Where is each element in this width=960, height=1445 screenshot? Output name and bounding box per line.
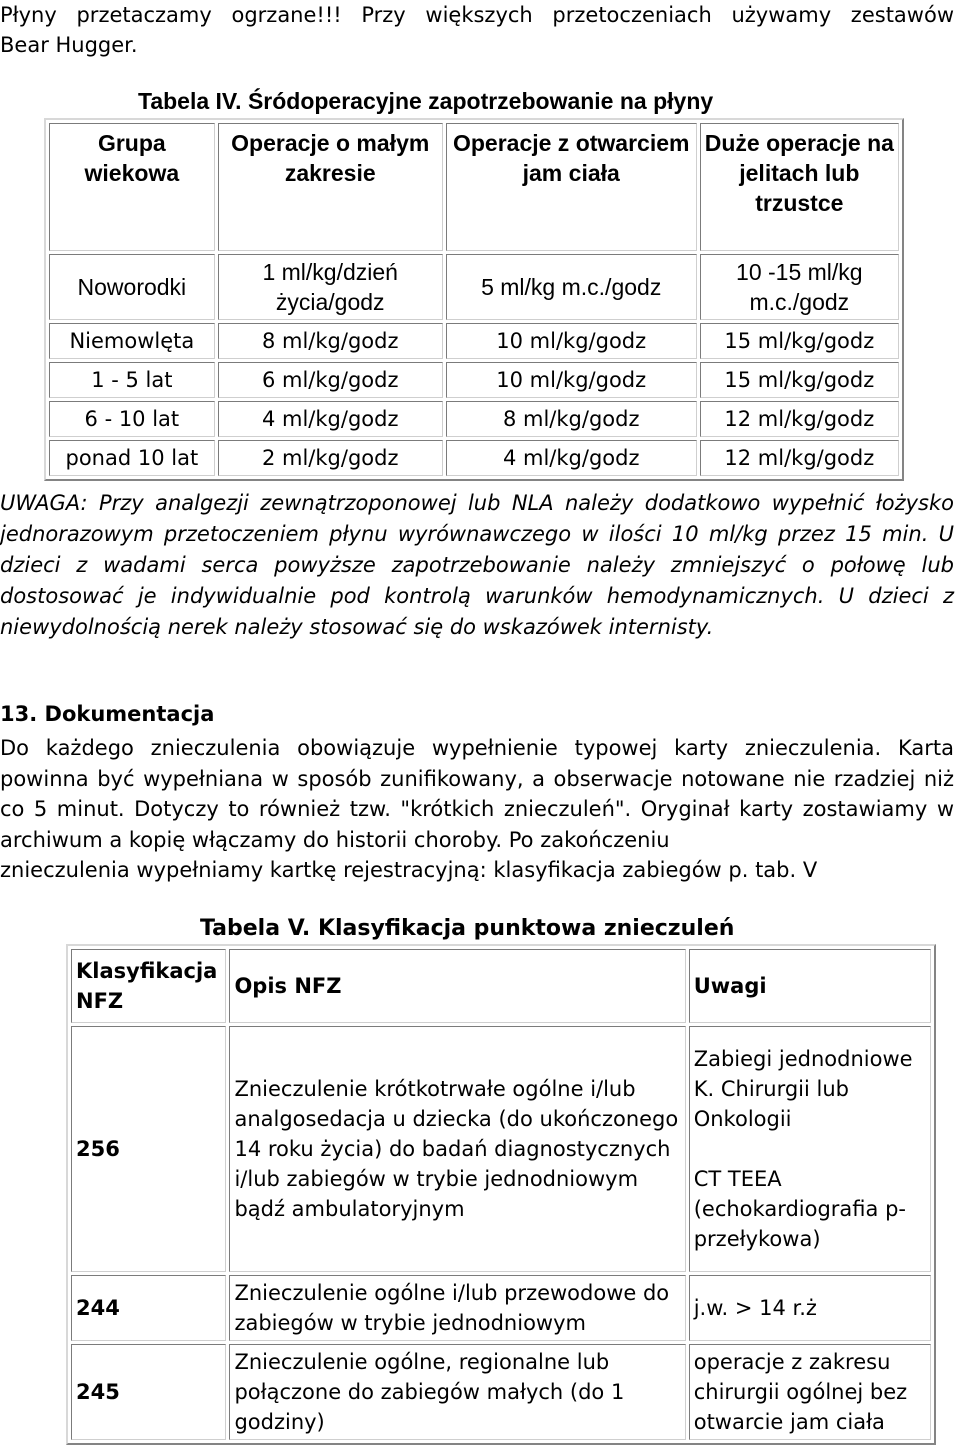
table-cell: 8 ml/kg/godz xyxy=(218,323,443,359)
intro-paragraph xyxy=(0,0,954,60)
table-row xyxy=(49,362,899,398)
table-cell: 4 ml/kg/godz xyxy=(446,440,697,476)
table-row xyxy=(49,401,899,437)
table-cell: 8 ml/kg/godz xyxy=(446,401,697,437)
table-row xyxy=(71,1275,931,1341)
notes-text: CT TEEA (echokardiografia p-przełykowa) xyxy=(693,1167,906,1251)
table-row xyxy=(49,440,899,476)
table-v-header-cell: Klasyfikacja NFZ xyxy=(71,949,226,1023)
table-v-header-row xyxy=(71,949,931,1023)
warning-note: UWAGA: Przy analgezji zewnątrzoponowej lub NLA należy dodatkowo wypełnić łożysko jednorazowym przetoczeniem płynu wyrównawczego w ilości 10 ml/kg przez 15 min. U dzieci z wadami serca powyższe zapotrzebowanie należy zmniejszyć o połowę lub dostosować je indywidualnie pod kontrolą warunków hemodynamicznych. U dzieci z niewydolnością nerek należy stosować się do wskazówek internisty. xyxy=(0,491,954,639)
notes-text: Zabiegi jednodniowe K. Chirurgii lub Onkologii xyxy=(693,1047,913,1131)
table-row xyxy=(49,254,899,320)
table-cell-notes: operacje z zakresu chirurgii ogólnej bez otwarcie jam ciała xyxy=(689,1344,931,1440)
table-iv-header-cell: Duże operacje na jelitach lub trzustce xyxy=(700,123,899,251)
table-cell-description: Znieczulenie ogólne i/lub przewodowe do zabiegów w trybie jednodniowym xyxy=(229,1275,685,1341)
table-cell: 15 ml/kg/godz xyxy=(700,362,899,398)
table-cell-notes xyxy=(689,1026,931,1272)
table-cell: 12 ml/kg/godz xyxy=(700,440,899,476)
table-row xyxy=(71,1026,931,1272)
table-cell: 15 ml/kg/godz xyxy=(700,323,899,359)
table-cell: 12 ml/kg/godz xyxy=(700,401,899,437)
table-iv-header-cell: Operacje z otwarciem jam ciała xyxy=(446,123,697,251)
section-heading: 13. Dokumentacja xyxy=(0,702,215,726)
table-cell-notes: j.w. > 14 r.ż xyxy=(689,1275,931,1341)
table-cell: 4 ml/kg/godz xyxy=(218,401,443,437)
intro-line-2: Bear Hugger. xyxy=(0,33,138,57)
documentation-text: Do każdego znieczulenia obowiązuje wypełnienie typowej karty znieczulenia. Karta powinna być wypełniana w sposób zunifikowany, a obserwacje notowane nie rzadziej niż co 5 minut. Dotyczy to również tzw. "krótkich znieczuleń". Oryginał karty zostawiamy w archiwum a kopię włączamy do historii choroby. Po zakończeniu xyxy=(0,736,954,852)
table-cell: ponad 10 lat xyxy=(49,440,215,476)
table-cell-code: 244 xyxy=(71,1275,226,1341)
table-v-caption: Tabela V. Klasyfikacja punktowa znieczuleń xyxy=(200,916,735,941)
table-iv-caption: Tabela IV. Śródoperacyjne zapotrzebowanie na płyny xyxy=(138,88,714,114)
table-v-header-cell: Uwagi xyxy=(689,949,931,1023)
table-cell: 10 -15 ml/kg m.c./godz xyxy=(700,254,899,320)
table-cell: 6 - 10 lat xyxy=(49,401,215,437)
documentation-text-last-line: znieczulenia wypełniamy kartkę rejestracyjną: klasyfikacja zabiegów p. tab. V xyxy=(0,858,818,882)
table-cell: 1 ml/kg/dzień życia/godz xyxy=(218,254,443,320)
table-cell-code: 245 xyxy=(71,1344,226,1440)
table-iv-header-cell: Grupa wiekowa xyxy=(49,123,215,251)
intro-line-1: Płyny przetaczamy ogrzane!!! Przy większych przetoczeniach używamy zestawów xyxy=(0,3,954,27)
table-cell-code: 256 xyxy=(71,1026,226,1272)
table-cell: 2 ml/kg/godz xyxy=(218,440,443,476)
table-row xyxy=(49,323,899,359)
table-cell-description: Znieczulenie ogólne, regionalne lub połączone do zabiegów małych (do 1 godziny) xyxy=(229,1344,685,1440)
table-cell-description: Znieczulenie krótkotrwałe ogólne i/lub analgosedacja u dziecka (do ukończonego 14 roku życia) do badań diagnostycznych i/lub zabiegów w trybie jednodniowym bądź ambulatoryjnym xyxy=(229,1026,685,1272)
documentation-paragraph xyxy=(0,733,954,886)
table-iv xyxy=(44,118,904,481)
table-cell: 10 ml/kg/godz xyxy=(446,323,697,359)
table-cell: Noworodki xyxy=(49,254,215,320)
table-cell: 5 ml/kg m.c./godz xyxy=(446,254,697,320)
table-iv-header-cell: Operacje o małym zakresie xyxy=(218,123,443,251)
table-v-header-cell: Opis NFZ xyxy=(229,949,685,1023)
table-v xyxy=(66,944,936,1445)
table-cell: 10 ml/kg/godz xyxy=(446,362,697,398)
table-cell: Niemowlęta xyxy=(49,323,215,359)
table-cell: 6 ml/kg/godz xyxy=(218,362,443,398)
table-iv-header-row xyxy=(49,123,899,251)
table-cell: 1 - 5 lat xyxy=(49,362,215,398)
table-row xyxy=(71,1344,931,1440)
